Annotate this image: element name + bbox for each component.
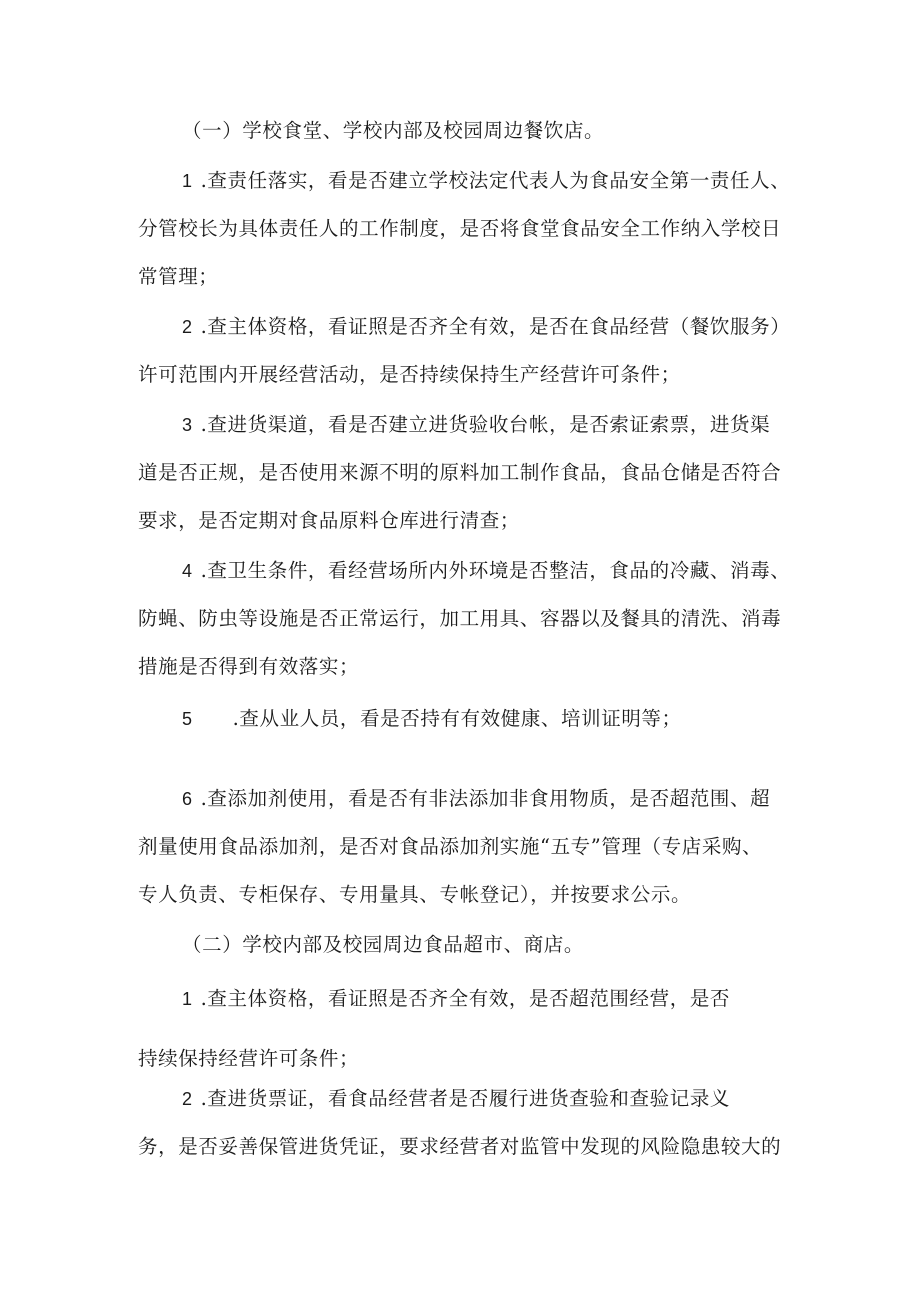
item-number: 5 [182, 709, 193, 729]
section-heading-2: （二）学校内部及校园周边食品超市、商店。 [182, 933, 585, 956]
list-item-4-line-1: 4 .查卫生条件，看经营场所内外环境是否整洁，食品的冷藏、消毒、 [182, 559, 791, 582]
list-item-4-line-3: 措施是否得到有效落实； [138, 655, 360, 678]
list-item-s2-1-line-2: 持续保持经营许可条件； [138, 1047, 360, 1070]
list-item-4-line-2: 防蝇、防虫等设施是否正常运行，加工用具、容器以及餐具的清洗、消毒 [138, 607, 782, 630]
list-item-5-line-1: 5 .查从业人员，看是否持有有效健康、培训证明等； [182, 707, 682, 730]
item-number: 1 [182, 989, 193, 1009]
list-item-6-line-3: 专人负责、专柜保存、专用量具、专帐登记），并按要求公示。 [138, 883, 692, 906]
list-item-6-line-1: 6 .查添加剂使用，看是否有非法添加非食用物质，是否超范围、超 [182, 787, 771, 810]
item-number: 4 [182, 561, 193, 581]
list-item-3-line-3: 要求，是否定期对食品原料仓库进行清查； [138, 509, 520, 532]
list-item-3-line-2: 道是否正规，是否使用来源不明的原料加工制作食品，食品仓储是否符合 [138, 461, 782, 484]
list-item-1-line-1: 1 .查责任落实，看是否建立学校法定代表人为食品安全第一责任人、 [182, 169, 791, 192]
list-item-3-line-1: 3 .查进货渠道，看是否建立进货验收台帐，是否索证索票，进货渠 [182, 413, 771, 436]
list-item-1-line-2: 分管校长为具体责任人的工作制度，是否将食堂食品安全工作纳入学校日 [138, 217, 782, 240]
list-item-2-line-1: 2 .查主体资格，看证照是否齐全有效，是否在食品经营（餐饮服务） [182, 315, 791, 338]
list-item-2-line-2: 许可范围内开展经营活动，是否持续保持生产经营许可条件； [138, 363, 681, 386]
item-number: 6 [182, 789, 193, 809]
item-number: 2 [182, 1089, 193, 1109]
item-number: 2 [182, 317, 193, 337]
list-item-s2-2-line-2: 务，是否妥善保管进货凭证，要求经营者对监管中发现的风险隐患较大的 [138, 1135, 782, 1158]
item-number: 1 [182, 171, 193, 191]
list-item-s2-2-line-1: 2 .查进货票证，看食品经营者是否履行进货查验和查验记录义 [182, 1087, 731, 1110]
list-item-1-line-3: 常管理； [138, 265, 219, 288]
item-number: 3 [182, 415, 193, 435]
section-heading-1: （一）学校食堂、学校内部及校园周边餐饮店。 [182, 119, 605, 142]
list-item-6-line-2: 剂量使用食品添加剂，是否对食品添加剂实施“五专”管理（专店采购、 [138, 835, 763, 858]
list-item-s2-1-line-1: 1 .查主体资格，看证照是否齐全有效，是否超范围经营，是否 [182, 987, 731, 1010]
